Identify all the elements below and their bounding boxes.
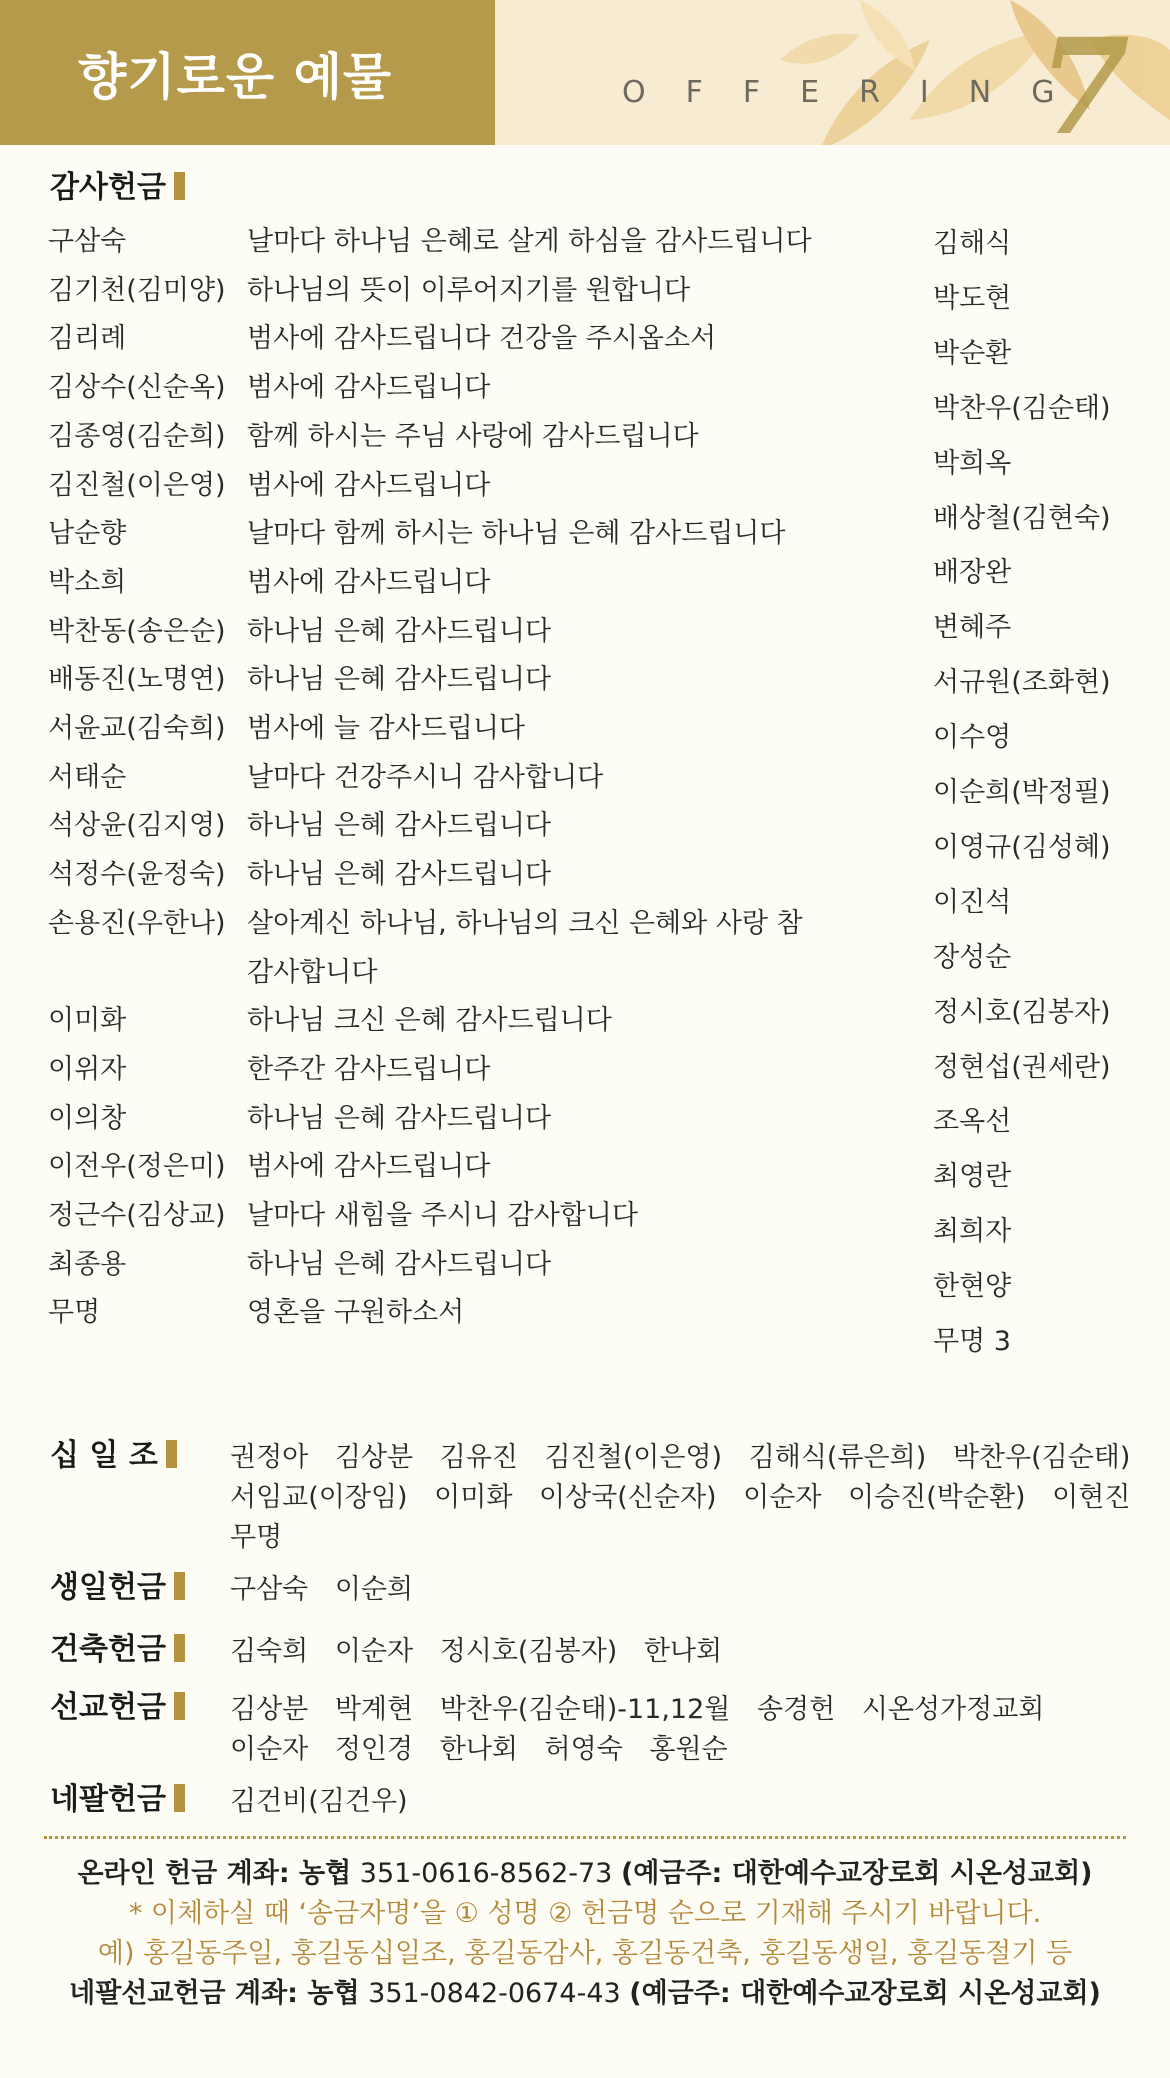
donor-name: 이순희(박정필) (933, 777, 1111, 808)
donor-name: 시온성가정교회 (861, 1694, 1045, 1725)
donor-name: 이순자 (334, 1636, 414, 1667)
donor-name: 구삼숙 (230, 1574, 309, 1605)
donor-name: 김상분 (334, 1442, 414, 1473)
donor-message: 한주간 감사드립니다 (247, 1053, 491, 1085)
donor-name: 석상윤(김지영) (48, 810, 226, 842)
donor-name: 홍원순 (649, 1734, 728, 1765)
donor-name: 김해식(류은희) (748, 1442, 927, 1473)
donor-message: 하나님의 뜻이 이루어지기를 원합니다 (247, 274, 691, 306)
donor-message: 날마다 함께 하시는 하나님 은혜 감사드립니다 (247, 518, 786, 550)
donor-name: 최종용 (48, 1248, 127, 1280)
donor-message: 범사에 감사드립니다 (247, 1151, 491, 1183)
donor-name: 김유진 (439, 1442, 518, 1473)
donor-message: 하나님 크신 은혜 감사드립니다 (247, 1005, 612, 1037)
donor-name: 변혜주 (933, 612, 1012, 644)
donor-message: 범사에 늘 감사드립니다 (247, 713, 525, 744)
issue-number: 7 (1038, 10, 1130, 145)
section-marker-icon (174, 1692, 185, 1720)
donor-name: 한나회 (643, 1636, 723, 1667)
donor-name: 구삼숙 (48, 226, 127, 257)
donor-name: 박소희 (48, 566, 127, 598)
donor-name: 정근수(김상교) (48, 1200, 226, 1231)
category-names (230, 1782, 1150, 1822)
donor-name: 김해식 (933, 228, 1012, 259)
donor-name: 한현양 (933, 1271, 1012, 1303)
donor-name: 이현진 (1052, 1482, 1131, 1513)
donor-name: 무명 3 (933, 1326, 1011, 1357)
nepal-account: 네팔선교헌금 계좌: 농협 351-0842-0674-43 (예금주: 대한예수교장로회 시온성교회) (69, 1978, 1101, 2009)
transfer-note: * 이체하실 때 ‘송금자명’을 ① 성명 ② 헌금명 순으로 기재해 주시기 바랍니다. (128, 1898, 1042, 1929)
donor-name: 권정아 (230, 1442, 309, 1473)
section-marker-icon (174, 172, 185, 200)
donor-name: 김건비(김건우) (230, 1786, 408, 1817)
donor-name: 김진철(이은영) (544, 1442, 723, 1473)
donor-name: 이순자 (230, 1734, 309, 1765)
donor-message: 날마다 건강주시니 감사합니다 (247, 761, 604, 793)
section-marker-icon (166, 1440, 177, 1468)
donor-name: 정시호(김봉자) (439, 1636, 618, 1667)
page-title: 향기로운 예물 (78, 48, 393, 106)
donor-name: 서규원(조화현) (933, 667, 1111, 699)
offering-subtitle: OFFERING (622, 75, 1095, 110)
donor-name: 이의창 (48, 1102, 127, 1134)
donor-name: 박도현 (933, 282, 1012, 314)
donor-name: 이상국(신순자) (539, 1482, 717, 1513)
donor-name: 김기천(김미양) (48, 274, 226, 306)
donor-name: 김상분 (230, 1694, 309, 1725)
donor-message: 하나님 은혜 감사드립니다 (247, 615, 552, 647)
category-names (230, 1690, 1150, 1770)
donor-name: 김숙희 (230, 1636, 309, 1667)
donor-message: 범사에 감사드립니다 (247, 469, 491, 501)
online-account: 온라인 헌금 계좌: 농협 351-0616-8562-73 (예금주: 대한예수교장로회 시온성교회) (77, 1858, 1093, 1889)
category-label: 생일헌금 (50, 1570, 166, 1605)
donor-message: 하나님 은혜 감사드립니다 (247, 810, 552, 842)
donor-name: 이진석 (933, 886, 1012, 918)
donor-name: 최영란 (933, 1161, 1012, 1193)
donor-name: 무명 (230, 1522, 283, 1553)
donor-name: 서태순 (48, 761, 127, 793)
donor-name: 조옥선 (933, 1106, 1012, 1138)
donor-name: 이승진(박순환) (848, 1482, 1026, 1513)
donor-name: 이영규(김성혜) (933, 831, 1111, 863)
donor-message: 영혼을 구원하소서 (247, 1297, 465, 1329)
donor-message: 하나님 은혜 감사드립니다 (247, 1102, 552, 1134)
category-names (230, 1438, 1150, 1558)
donor-name: 정현섭(권세란) (933, 1051, 1111, 1083)
donor-message: 날마다 하나님 은혜로 살게 하심을 감사드립니다 (247, 226, 812, 257)
donor-name: 송경헌 (756, 1694, 836, 1725)
donor-message: 범사에 감사드립니다 건강을 주시옵소서 (247, 323, 717, 355)
donor-name: 남순향 (48, 518, 127, 550)
section-marker-icon (174, 1634, 185, 1662)
donor-name: 이순희 (334, 1574, 414, 1605)
donor-name: 배장완 (933, 557, 1012, 589)
donor-message: 하나님 은혜 감사드립니다 (247, 664, 552, 696)
category-label: 십 일 조 (50, 1438, 158, 1473)
section-marker-icon (174, 1784, 185, 1812)
section-marker-icon (174, 1572, 185, 1600)
donor-name: 김종영(김순희) (48, 420, 226, 452)
donor-message: 하나님 은혜 감사드립니다 (247, 1248, 552, 1280)
donor-name: 손용진(우한나) (48, 907, 226, 939)
donor-name: 박계현 (334, 1694, 414, 1725)
donor-name: 김상수(신순옥) (48, 372, 226, 404)
donor-name: 이미화 (434, 1482, 513, 1513)
donor-name: 정시호(김봉자) (933, 996, 1111, 1028)
donor-name: 박찬우(김순태)-11,12월 (439, 1694, 731, 1725)
thanks-heading: 감사헌금 (50, 172, 185, 203)
category-names (230, 1570, 1150, 1610)
donor-message: 범사에 감사드립니다 (247, 372, 491, 404)
donor-message: 범사에 감사드립니다 (247, 566, 491, 598)
donor-name: 김리례 (48, 323, 127, 355)
donor-message: 날마다 새힘을 주시니 감사합니다 (247, 1200, 638, 1231)
donor-name: 이위자 (48, 1053, 127, 1085)
donor-name: 한나회 (439, 1734, 518, 1765)
donor-name: 이전우(정은미) (48, 1151, 226, 1183)
dotted-divider (44, 1836, 1126, 1839)
donor-name: 서윤교(김숙희) (48, 713, 226, 744)
donor-name: 무명 (48, 1297, 101, 1329)
donor-name: 박찬우(김순태) (952, 1442, 1131, 1473)
category-names (230, 1632, 1150, 1672)
donor-name: 이수영 (933, 722, 1012, 754)
donor-name: 정인경 (334, 1734, 414, 1765)
donor-name: 박희옥 (933, 447, 1012, 479)
donor-name: 이미화 (48, 1005, 127, 1037)
donor-message: 하나님 은혜 감사드립니다 (247, 859, 552, 891)
donor-name: 장성순 (933, 941, 1012, 973)
donor-name: 박찬동(송은순) (48, 615, 226, 647)
donor-name: 석정수(윤정숙) (48, 859, 226, 891)
transfer-example: 예) 홍길동주일, 홍길동십일조, 홍길동감사, 홍길동건축, 홍길동생일, 홍길동절기 등 (97, 1938, 1073, 1969)
donor-name: 최희자 (933, 1216, 1012, 1248)
header-banner (0, 0, 1170, 145)
donor-name: 허영숙 (544, 1734, 623, 1765)
donor-name: 배동진(노명연) (48, 664, 226, 696)
donor-name: 박찬우(김순태) (933, 392, 1111, 424)
donor-name: 이순자 (743, 1482, 822, 1513)
donor-name: 서임교(이장임) (230, 1482, 408, 1513)
donor-message: 감사합니다 (247, 956, 378, 988)
donor-name: 박순환 (933, 337, 1012, 369)
category-label: 선교헌금 (50, 1690, 166, 1725)
donor-message: 살아계신 하나님, 하나님의 크신 은혜와 사랑 참 (247, 907, 803, 939)
category-label: 네팔헌금 (50, 1782, 166, 1817)
category-label: 건축헌금 (50, 1632, 166, 1667)
donor-name: 배상철(김현숙) (933, 502, 1111, 534)
donor-name: 김진철(이은영) (48, 469, 226, 501)
donor-message: 함께 하시는 주님 사랑에 감사드립니다 (247, 420, 699, 452)
